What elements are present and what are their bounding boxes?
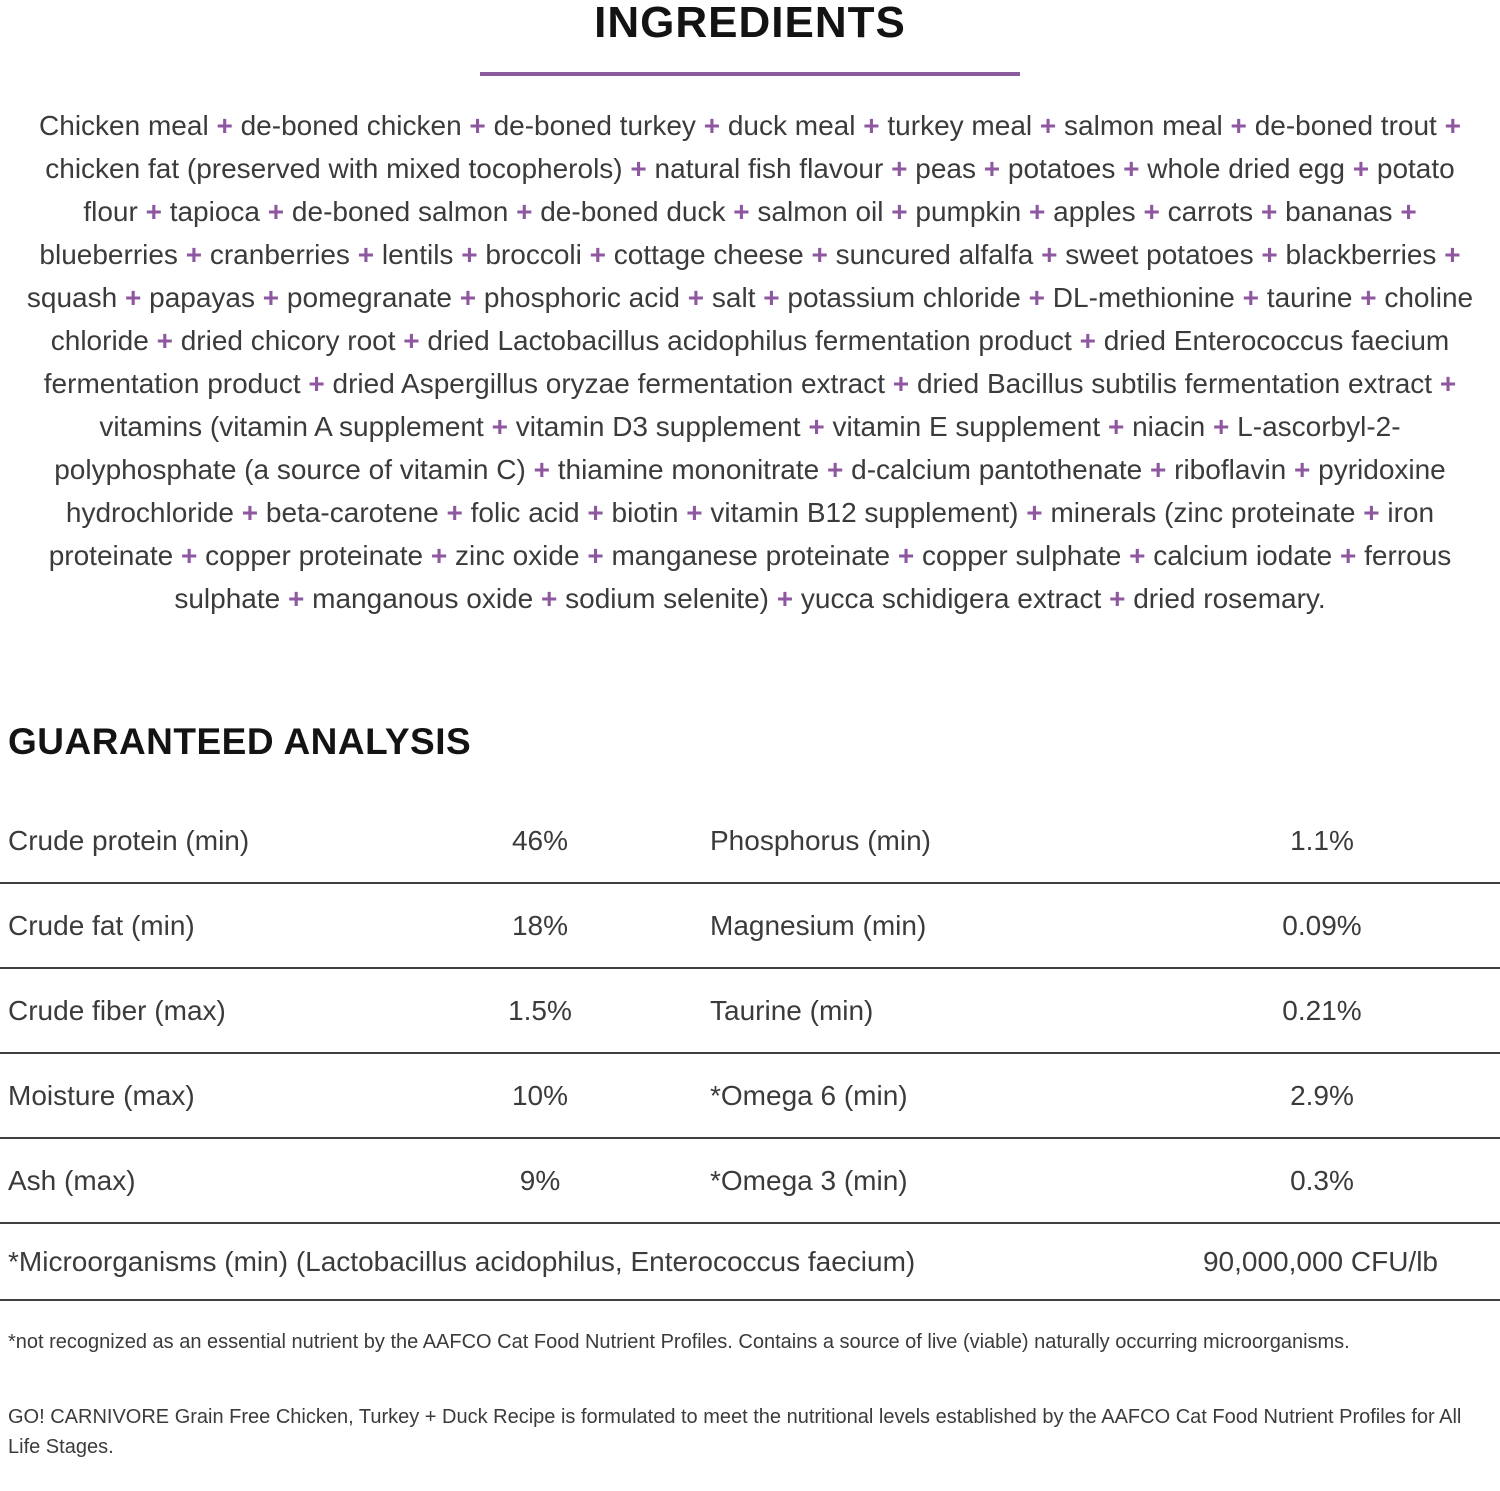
- plus-separator-icon: +: [533, 454, 550, 485]
- plus-separator-icon: +: [403, 325, 420, 356]
- ingredient-item: carrots: [1167, 196, 1254, 227]
- nutrient-value: 10%: [511, 1079, 569, 1111]
- plus-separator-icon: +: [827, 454, 844, 485]
- ingredient-item: dried rosemary.: [1133, 583, 1326, 614]
- ingredient-item: taurine: [1266, 282, 1353, 313]
- ingredients-title: INGREDIENTS: [594, 0, 906, 47]
- ingredient-item: vitamin B12 supplement): [710, 497, 1019, 528]
- plus-separator-icon: +: [1293, 454, 1311, 485]
- nutrient-label: *Omega 6 (min): [710, 1079, 908, 1111]
- nutrient-label: *Microorganisms (min) (Lactobacillus acidophilus, Enterococcus faecium): [8, 1245, 916, 1277]
- nutrient-label: *Omega 3 (min): [710, 1164, 908, 1196]
- plus-separator-icon: +: [145, 196, 162, 227]
- ingredient-item: choline chloride: [50, 282, 1474, 356]
- ingredient-item: suncured alfalfa: [835, 239, 1034, 270]
- asterisk-footnote: *not recognized as an essential nutrient by the AAFCO Cat Food Nutrient Profiles. Contains a source of live (viable) naturally occurring microorganisms.: [8, 1331, 1350, 1353]
- plus-separator-icon: +: [1109, 583, 1126, 614]
- ingredient-item: papayas: [149, 282, 255, 313]
- plus-separator-icon: +: [1360, 282, 1377, 313]
- plus-separator-icon: +: [1079, 325, 1096, 356]
- plus-separator-icon: +: [267, 196, 285, 227]
- ingredient-item: dried Aspergillus oryzae fermentation extract: [332, 368, 886, 399]
- plus-separator-icon: +: [1028, 282, 1045, 313]
- plus-separator-icon: +: [892, 368, 910, 399]
- plus-separator-icon: +: [288, 583, 305, 614]
- ingredient-item: folic acid: [470, 497, 580, 528]
- ingredient-item: yucca schidigera extract: [800, 583, 1102, 614]
- ingredient-item: riboflavin: [1174, 454, 1287, 485]
- ingredient-item: whole dried egg: [1147, 153, 1345, 184]
- ingredient-item: potato flour: [83, 153, 1455, 227]
- plus-separator-icon: +: [262, 282, 280, 313]
- plus-separator-icon: +: [703, 110, 721, 141]
- ingredient-item: sodium selenite): [565, 583, 769, 614]
- ingredient-item: turkey meal: [887, 110, 1033, 141]
- plus-separator-icon: +: [1123, 153, 1140, 184]
- plus-separator-icon: +: [1213, 411, 1230, 442]
- plus-separator-icon: +: [630, 153, 647, 184]
- plus-separator-icon: +: [1352, 153, 1370, 184]
- ingredient-item: vitamin E supplement: [832, 411, 1101, 442]
- plus-separator-icon: +: [1444, 110, 1461, 141]
- plus-separator-icon: +: [446, 497, 463, 528]
- plus-separator-icon: +: [308, 368, 325, 399]
- plus-separator-icon: +: [891, 196, 908, 227]
- plus-separator-icon: +: [589, 239, 606, 270]
- ingredient-item: lentils: [381, 239, 454, 270]
- ingredient-item: dried chicory root: [180, 325, 396, 356]
- nutrient-label: Taurine (min): [710, 994, 874, 1026]
- ingredient-item: L-ascorbyl-2-polyphosphate (a source of vitamin C): [54, 411, 1401, 485]
- plus-separator-icon: +: [1260, 196, 1278, 227]
- microorganisms-row: [0, 1224, 1500, 1301]
- ingredient-item: copper sulphate: [922, 540, 1122, 571]
- ingredient-item: calcium iodate: [1153, 540, 1333, 571]
- nutrient-value: 46%: [511, 824, 569, 856]
- nutrient-value: 2.9%: [1290, 1079, 1354, 1111]
- ingredient-item: copper proteinate: [205, 540, 424, 571]
- ingredient-item: pumpkin: [915, 196, 1022, 227]
- plus-separator-icon: +: [1400, 196, 1417, 227]
- ingredients-section: [0, 0, 1500, 620]
- plus-separator-icon: +: [808, 411, 825, 442]
- ingredient-item: broccoli: [485, 239, 582, 270]
- plus-separator-icon: +: [1029, 196, 1046, 227]
- ingredient-item: phosphoric acid: [483, 282, 680, 313]
- ingredient-item: dried Bacillus subtilis fermentation extract: [916, 368, 1433, 399]
- plus-separator-icon: +: [1150, 454, 1167, 485]
- ingredient-item: sweet potatoes: [1065, 239, 1254, 270]
- ingredient-item: blueberries: [39, 239, 178, 270]
- ingredients-paragraph: [20, 104, 1480, 620]
- nutrient-value: 1.5%: [508, 994, 572, 1026]
- nutrient-label: Magnesium (min): [710, 909, 927, 941]
- ingredient-item: natural fish flavour: [654, 153, 884, 184]
- nutrient-value: 0.3%: [1290, 1164, 1354, 1196]
- plus-separator-icon: +: [1439, 368, 1457, 399]
- nutrient-value: 9%: [519, 1164, 561, 1196]
- plus-separator-icon: +: [516, 196, 533, 227]
- ingredient-item: blackberries: [1285, 239, 1437, 270]
- ingredient-item: DL-methionine: [1052, 282, 1235, 313]
- plus-separator-icon: +: [1039, 110, 1057, 141]
- ingredient-item: manganous oxide: [312, 583, 534, 614]
- ingredient-item: minerals (zinc proteinate: [1050, 497, 1356, 528]
- plus-separator-icon: +: [461, 239, 478, 270]
- ingredient-item: iron proteinate: [48, 497, 1435, 571]
- ingredient-item: de-boned trout: [1254, 110, 1437, 141]
- ingredient-item: manganese proteinate: [611, 540, 891, 571]
- ingredient-item: vitamin D3 supplement: [515, 411, 801, 442]
- plus-separator-icon: +: [897, 540, 915, 571]
- plus-separator-icon: +: [687, 282, 705, 313]
- plus-separator-icon: +: [686, 497, 703, 528]
- ingredient-item: dried Enterococcus faecium fermentation product: [43, 325, 1450, 399]
- table-row: [0, 799, 1500, 884]
- plus-separator-icon: +: [430, 540, 448, 571]
- guaranteed-analysis-title: GUARANTEED ANALYSIS: [8, 721, 472, 762]
- plus-separator-icon: +: [357, 239, 375, 270]
- plus-separator-icon: +: [983, 153, 1001, 184]
- ingredient-item: de-boned duck: [540, 196, 726, 227]
- ingredient-item: salt: [711, 282, 756, 313]
- plus-separator-icon: +: [124, 282, 142, 313]
- ingredient-item: biotin: [611, 497, 679, 528]
- plus-separator-icon: +: [891, 153, 908, 184]
- plus-separator-icon: +: [1261, 239, 1278, 270]
- table-row: [0, 1139, 1500, 1224]
- plus-separator-icon: +: [1129, 540, 1146, 571]
- nutrient-label: Phosphorus (min): [710, 824, 931, 856]
- ingredient-item: chicken fat (preserved with mixed tocopherols): [45, 153, 623, 184]
- nutrient-label: Ash (max): [8, 1164, 136, 1196]
- plus-separator-icon: +: [863, 110, 880, 141]
- analysis-table: [0, 799, 1500, 1224]
- plus-separator-icon: +: [1041, 239, 1058, 270]
- plus-separator-icon: +: [491, 411, 508, 442]
- plus-separator-icon: +: [1340, 540, 1357, 571]
- ingredient-item: pomegranate: [286, 282, 452, 313]
- ingredient-item: cranberries: [209, 239, 350, 270]
- ingredient-item: de-boned salmon: [291, 196, 509, 227]
- guaranteed-analysis-section: [0, 722, 1500, 1301]
- nutrient-value: 0.21%: [1282, 994, 1362, 1026]
- plus-separator-icon: +: [1230, 110, 1247, 141]
- ingredient-item: beta-carotene: [265, 497, 439, 528]
- ingredient-item: niacin: [1132, 411, 1206, 442]
- plus-separator-icon: +: [1026, 497, 1043, 528]
- ingredient-item: bananas: [1285, 196, 1393, 227]
- aafco-statement: GO! CARNIVORE Grain Free Chicken, Turkey + Duck Recipe is formulated to meet the nutritional levels established by the AAFCO Cat Food Nutrient Profiles for All Life Stages.: [8, 1406, 1462, 1458]
- ingredient-item: d-calcium pantothenate: [851, 454, 1143, 485]
- plus-separator-icon: +: [776, 583, 794, 614]
- plus-separator-icon: +: [1444, 239, 1461, 270]
- plus-separator-icon: +: [181, 540, 198, 571]
- nutrient-value: 1.1%: [1290, 824, 1354, 856]
- plus-separator-icon: +: [185, 239, 203, 270]
- ingredient-item: vitamins (vitamin A supplement: [99, 411, 484, 442]
- nutrient-value: 90,000,000 CFU/lb: [1202, 1245, 1438, 1277]
- ingredient-item: duck meal: [727, 110, 856, 141]
- plus-separator-icon: +: [733, 196, 750, 227]
- plus-separator-icon: +: [1143, 196, 1160, 227]
- ingredients-divider: [480, 72, 1020, 76]
- ingredient-item: de-boned turkey: [493, 110, 696, 141]
- plus-separator-icon: +: [587, 497, 604, 528]
- table-row: [0, 884, 1500, 969]
- nutrient-label: Crude fiber (max): [8, 994, 226, 1026]
- plus-separator-icon: +: [1107, 411, 1125, 442]
- plus-separator-icon: +: [1242, 282, 1260, 313]
- nutrient-value: 0.09%: [1282, 909, 1362, 941]
- ingredient-item: salmon oil: [757, 196, 884, 227]
- ingredient-item: tapioca: [169, 196, 260, 227]
- plus-separator-icon: +: [469, 110, 486, 141]
- ingredient-item: peas: [915, 153, 976, 184]
- nutrient-value: 18%: [511, 909, 569, 941]
- ingredient-item: squash: [26, 282, 118, 313]
- plus-separator-icon: +: [156, 325, 173, 356]
- plus-separator-icon: +: [811, 239, 828, 270]
- plus-separator-icon: +: [459, 282, 477, 313]
- ingredient-item: dried Lactobacillus acidophilus fermentation product: [427, 325, 1072, 356]
- nutrient-label: Crude fat (min): [8, 909, 195, 941]
- ingredient-item: potatoes: [1007, 153, 1116, 184]
- plus-separator-icon: +: [587, 540, 604, 571]
- table-row: [0, 969, 1500, 1054]
- table-row: [0, 1054, 1500, 1139]
- plus-separator-icon: +: [540, 583, 558, 614]
- ingredient-item: potassium chloride: [787, 282, 1021, 313]
- nutrient-label: Moisture (max): [8, 1079, 195, 1111]
- plus-separator-icon: +: [241, 497, 259, 528]
- plus-separator-icon: +: [763, 282, 780, 313]
- ingredient-item: cottage cheese: [613, 239, 804, 270]
- ingredient-item: zinc oxide: [455, 540, 580, 571]
- ingredient-item: Chicken meal: [39, 110, 209, 141]
- ingredient-item: salmon meal: [1064, 110, 1223, 141]
- ingredient-item: ferrous sulphate: [174, 540, 1452, 614]
- nutrient-label: Crude protein (min): [8, 824, 250, 856]
- ingredient-item: thiamine mononitrate: [557, 454, 820, 485]
- plus-separator-icon: +: [1363, 497, 1380, 528]
- plus-separator-icon: +: [216, 110, 233, 141]
- ingredient-item: pyridoxine hydrochloride: [65, 454, 1446, 528]
- ingredient-item: de-boned chicken: [240, 110, 462, 141]
- ingredient-item: apples: [1053, 196, 1136, 227]
